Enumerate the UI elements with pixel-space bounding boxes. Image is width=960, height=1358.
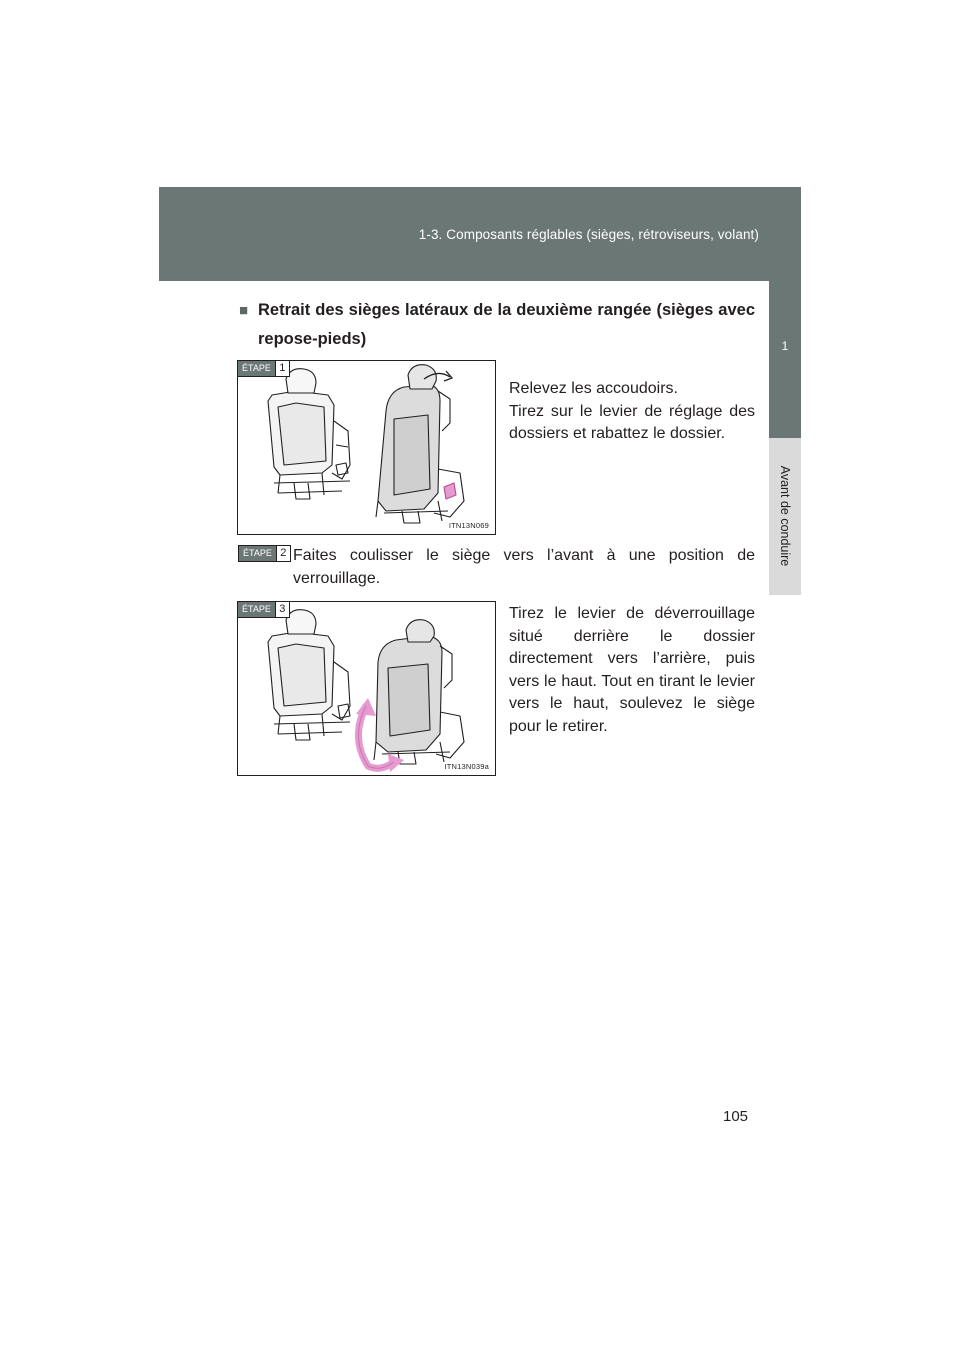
step-badge-3 [237, 601, 290, 618]
chapter-label-tab [769, 438, 801, 595]
step-badge-2 [238, 545, 291, 562]
step-2-text: Faites coulisser le siège vers l’avant à une position de verrouillage. [293, 547, 755, 587]
step-label: ÉTAPE [238, 361, 275, 376]
heading-bullet-icon: ■ [239, 302, 249, 319]
step-1-line-1: Relevez les accoudoirs. [509, 380, 678, 397]
seat-fold-illustration [238, 361, 495, 534]
figure-code: ITN13N069 [448, 521, 489, 530]
section-title: 1-3. Composants réglables (sièges, rétroviseurs, volant) [418, 227, 759, 242]
step-number: 1 [275, 361, 289, 376]
step-label: ÉTAPE [239, 546, 276, 561]
step-label: ÉTAPE [238, 602, 275, 617]
page-number: 105 [723, 1108, 749, 1125]
step-badge-1 [237, 360, 290, 377]
step-3-text: Tirez le levier de déverrouillage situé derrière le dossier directement vers l’arrière, puis vers le haut. Tout en tirant le levier vers le haut, soulevez le siège pour le retirer. [509, 605, 755, 735]
chapter-number: 1 [781, 339, 789, 353]
section-heading [239, 296, 755, 354]
header-band [159, 187, 801, 281]
step-number: 3 [275, 602, 289, 617]
figure-step-3 [237, 601, 496, 776]
chapter-label: Avant de conduire [778, 465, 792, 567]
chapter-tab [769, 281, 801, 438]
step-number: 2 [276, 546, 290, 561]
seat-remove-illustration [238, 602, 495, 775]
step-1-text [509, 378, 755, 446]
figure-step-1 [237, 360, 496, 535]
step-1-line-2: Tirez sur le levier de réglage des dossiers et rabattez le dossier. [509, 402, 755, 442]
figure-code: ITN13N039a [444, 762, 489, 771]
heading-text: Retrait des sièges latéraux de la deuxième rangée (sièges avec repose-pieds) [258, 301, 755, 348]
